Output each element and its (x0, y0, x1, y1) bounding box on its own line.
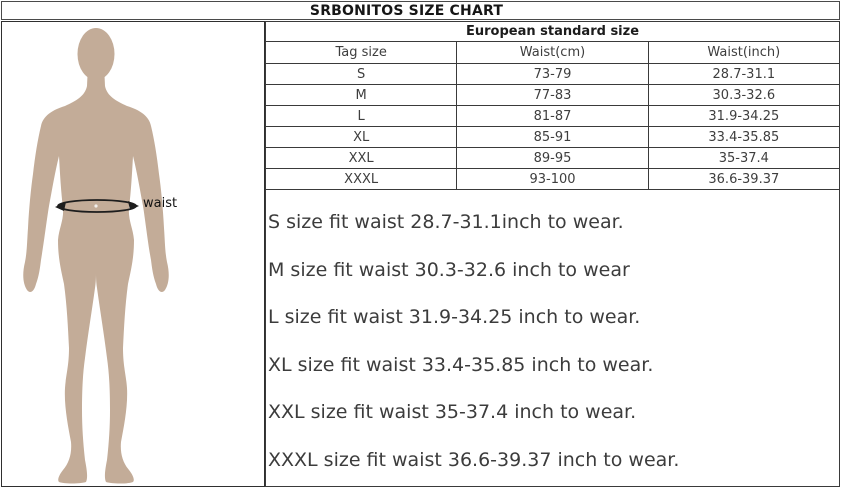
cell-tag: L (266, 106, 457, 127)
body-outline (23, 64, 168, 484)
cell-tag: S (266, 64, 457, 85)
table-row (266, 169, 840, 190)
cell-cm: 73-79 (457, 64, 648, 85)
table-row (266, 85, 840, 106)
body-shape (23, 28, 168, 484)
size-note-line: XXXL size fit waist 36.6-39.37 inch to wear. (268, 448, 680, 471)
cell-inch: 33.4-35.85 (648, 127, 839, 148)
cell-tag: XXL (266, 148, 457, 169)
column-header-waist-inch: Waist(inch) (648, 42, 839, 64)
size-notes (265, 190, 840, 487)
waist-label: waist (143, 196, 178, 211)
cell-inch: 28.7-31.1 (648, 64, 839, 85)
content-area (1, 21, 840, 487)
size-note-line: L size fit waist 31.9-34.25 inch to wear. (268, 306, 641, 328)
body-figure-panel (1, 21, 265, 487)
size-info-panel (265, 21, 840, 487)
column-header-waist-cm: Waist(cm) (457, 42, 648, 64)
cell-tag: XL (266, 127, 457, 148)
table-title: European standard size (266, 22, 840, 42)
table-row (266, 148, 840, 169)
table-row (266, 127, 840, 148)
cell-inch: 30.3-32.6 (648, 85, 839, 106)
cell-inch: 35-37.4 (648, 148, 839, 169)
size-note-line: M size fit waist 30.3-32.6 inch to wear (268, 258, 630, 281)
table-row (266, 106, 840, 127)
male-body-silhouette (2, 22, 264, 486)
cell-inch: 36.6-39.37 (648, 169, 839, 190)
navel-dot (94, 204, 97, 207)
cell-tag: XXXL (266, 169, 457, 190)
cell-cm: 77-83 (457, 85, 648, 106)
page-title: SRBONITOS SIZE CHART (1, 1, 840, 20)
cell-tag: M (266, 85, 457, 106)
table-row (266, 64, 840, 85)
column-header-tag-size: Tag size (266, 42, 457, 64)
size-note-line: XXL size fit waist 35-37.4 inch to wear. (268, 401, 637, 423)
cell-cm: 85-91 (457, 127, 648, 148)
cell-cm: 93-100 (457, 169, 648, 190)
size-table (265, 21, 840, 190)
size-note-line: S size fit waist 28.7-31.1inch to wear. (268, 211, 624, 233)
cell-inch: 31.9-34.25 (648, 106, 839, 127)
size-note-line: XL size fit waist 33.4-35.85 inch to wear. (268, 353, 654, 376)
cell-cm: 89-95 (457, 148, 648, 169)
cell-cm: 81-87 (457, 106, 648, 127)
